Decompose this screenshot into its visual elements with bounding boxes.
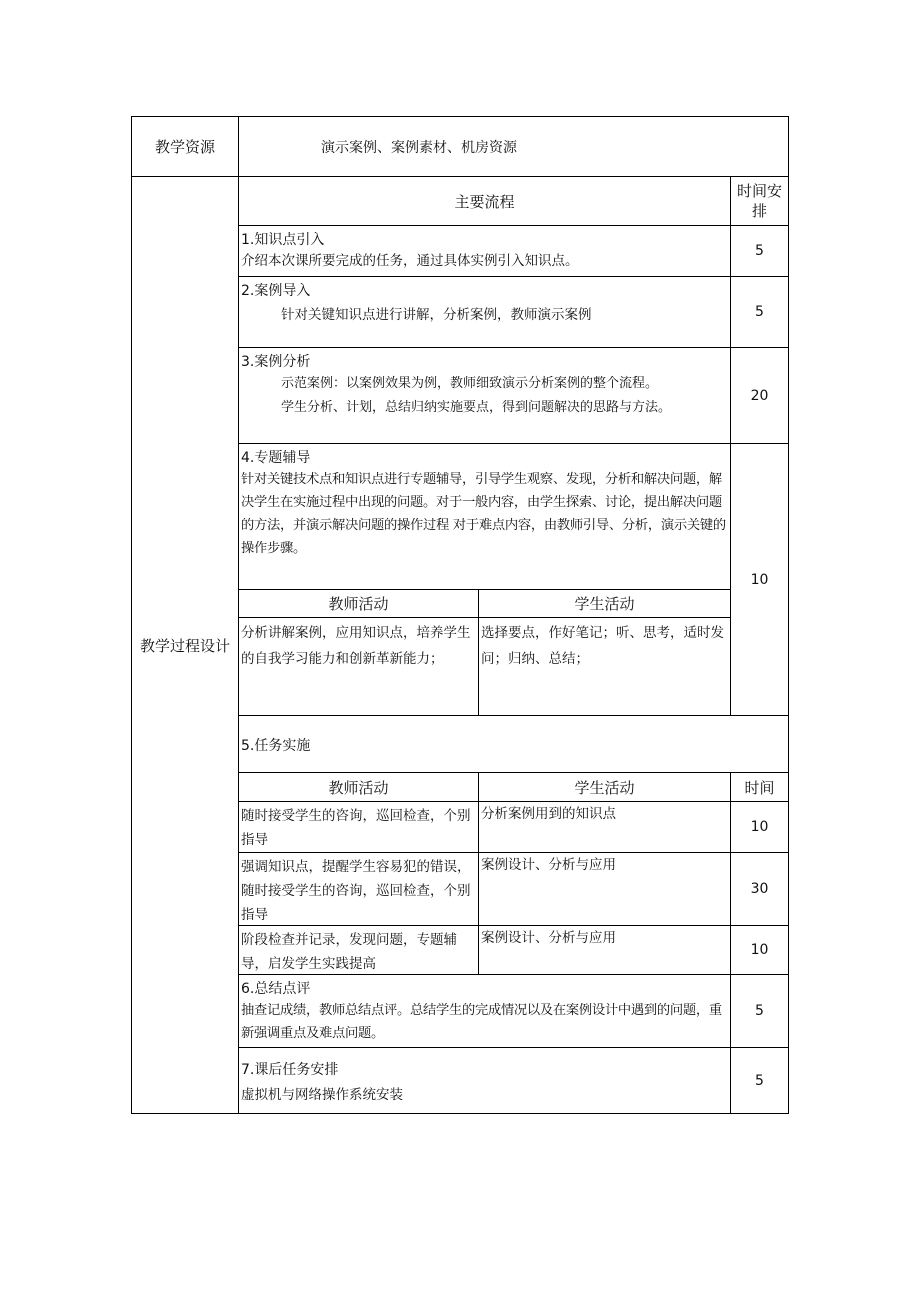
step5-row3-time: 10 [730, 925, 789, 975]
step7-title: 7.课后任务安排 [241, 1062, 339, 1078]
step2-title: 2.案例导入 [241, 283, 311, 299]
step4-text: 针对关键技术点和知识点进行专题辅导，引导学生观察、发现，分析和解决问题，解决学生在实施过程中出现的问题。对于一般内容，由学生探索、讨论，提出解决问题的方法，并演示解决问题的操作过程 对于难点内容，由教师引导、分析，演示关键的操作步骤。 [241, 472, 726, 556]
step5-time-header: 时间 [730, 772, 789, 802]
step2-time: 5 [730, 276, 789, 348]
step5-teacher-header: 教师活动 [238, 772, 479, 802]
step5-row1-teacher: 随时接受学生的咨询，巡回检查，个别指导 [238, 801, 479, 853]
step7-time: 5 [730, 1047, 789, 1114]
step1-title: 1.知识点引入 [241, 232, 325, 248]
step5-title: 5.任务实施 [241, 738, 311, 754]
step7-cell [238, 1047, 731, 1114]
step6-time: 5 [730, 974, 789, 1048]
step4-student-header: 学生活动 [478, 589, 731, 618]
step5-row2-time: 30 [730, 852, 789, 926]
step5-row3-student: 案例设计、分析与应用 [478, 925, 731, 975]
time-schedule-header: 时间安排 [730, 176, 789, 226]
step6-text: 抽查记成绩，教师总结点评。总结学生的完成情况以及在案例设计中遇到的问题，重新强调重点及难点问题。 [241, 1003, 722, 1041]
step6-cell [238, 974, 731, 1048]
main-flow-header: 主要流程 [238, 176, 731, 226]
step5-row3-teacher: 阶段检查并记录，发现问题，专题辅导，启发学生实践提高 [238, 925, 479, 975]
step3-cell [238, 347, 731, 444]
step2-cell [238, 276, 731, 348]
step3-time: 20 [730, 347, 789, 444]
step7-text: 虚拟机与网络操作系统安装 [241, 1087, 403, 1103]
step3-line1: 示范案例：以案例效果为例，教师细致演示分析案例的整个流程。 [281, 376, 659, 391]
step6-title: 6.总结点评 [241, 981, 311, 997]
step1-text: 介绍本次课所要完成的任务，通过具体实例引入知识点。 [241, 253, 579, 269]
step4-teacher-activity: 分析讲解案例，应用知识点，培养学生的自我学习能力和创新革新能力； [238, 617, 479, 716]
step5-row1-student: 分析案例用到的知识点 [478, 801, 731, 853]
step5-row1-time: 10 [730, 801, 789, 853]
step5-student-header: 学生活动 [478, 772, 731, 802]
resources-label: 教学资源 [131, 116, 239, 177]
step4-time: 10 [730, 443, 789, 716]
step3-title: 3.案例分析 [241, 354, 311, 370]
step1-time: 5 [730, 225, 789, 277]
step1-cell [238, 225, 731, 277]
step5-title-cell [238, 715, 789, 773]
process-label: 教学过程设计 [131, 176, 239, 1114]
step4-student-activity: 选择要点，作好笔记；听、思考，适时发问；归纳、总结； [478, 617, 731, 716]
step4-title: 4.专题辅导 [241, 450, 311, 466]
step4-teacher-header: 教师活动 [238, 589, 479, 618]
resources-value: 演示案例、案例素材、机房资源 [238, 116, 789, 177]
step5-row2-student: 案例设计、分析与应用 [478, 852, 731, 926]
step2-text: 针对关键知识点进行讲解，分析案例，教师演示案例 [281, 307, 592, 323]
step3-line2: 学生分析、计划，总结归纳实施要点，得到问题解决的思路与方法。 [281, 400, 672, 415]
step5-row2-teacher: 强调知识点，提醒学生容易犯的错误，随时接受学生的咨询，巡回检查，个别指导 [238, 852, 479, 926]
step4-cell [238, 443, 731, 590]
